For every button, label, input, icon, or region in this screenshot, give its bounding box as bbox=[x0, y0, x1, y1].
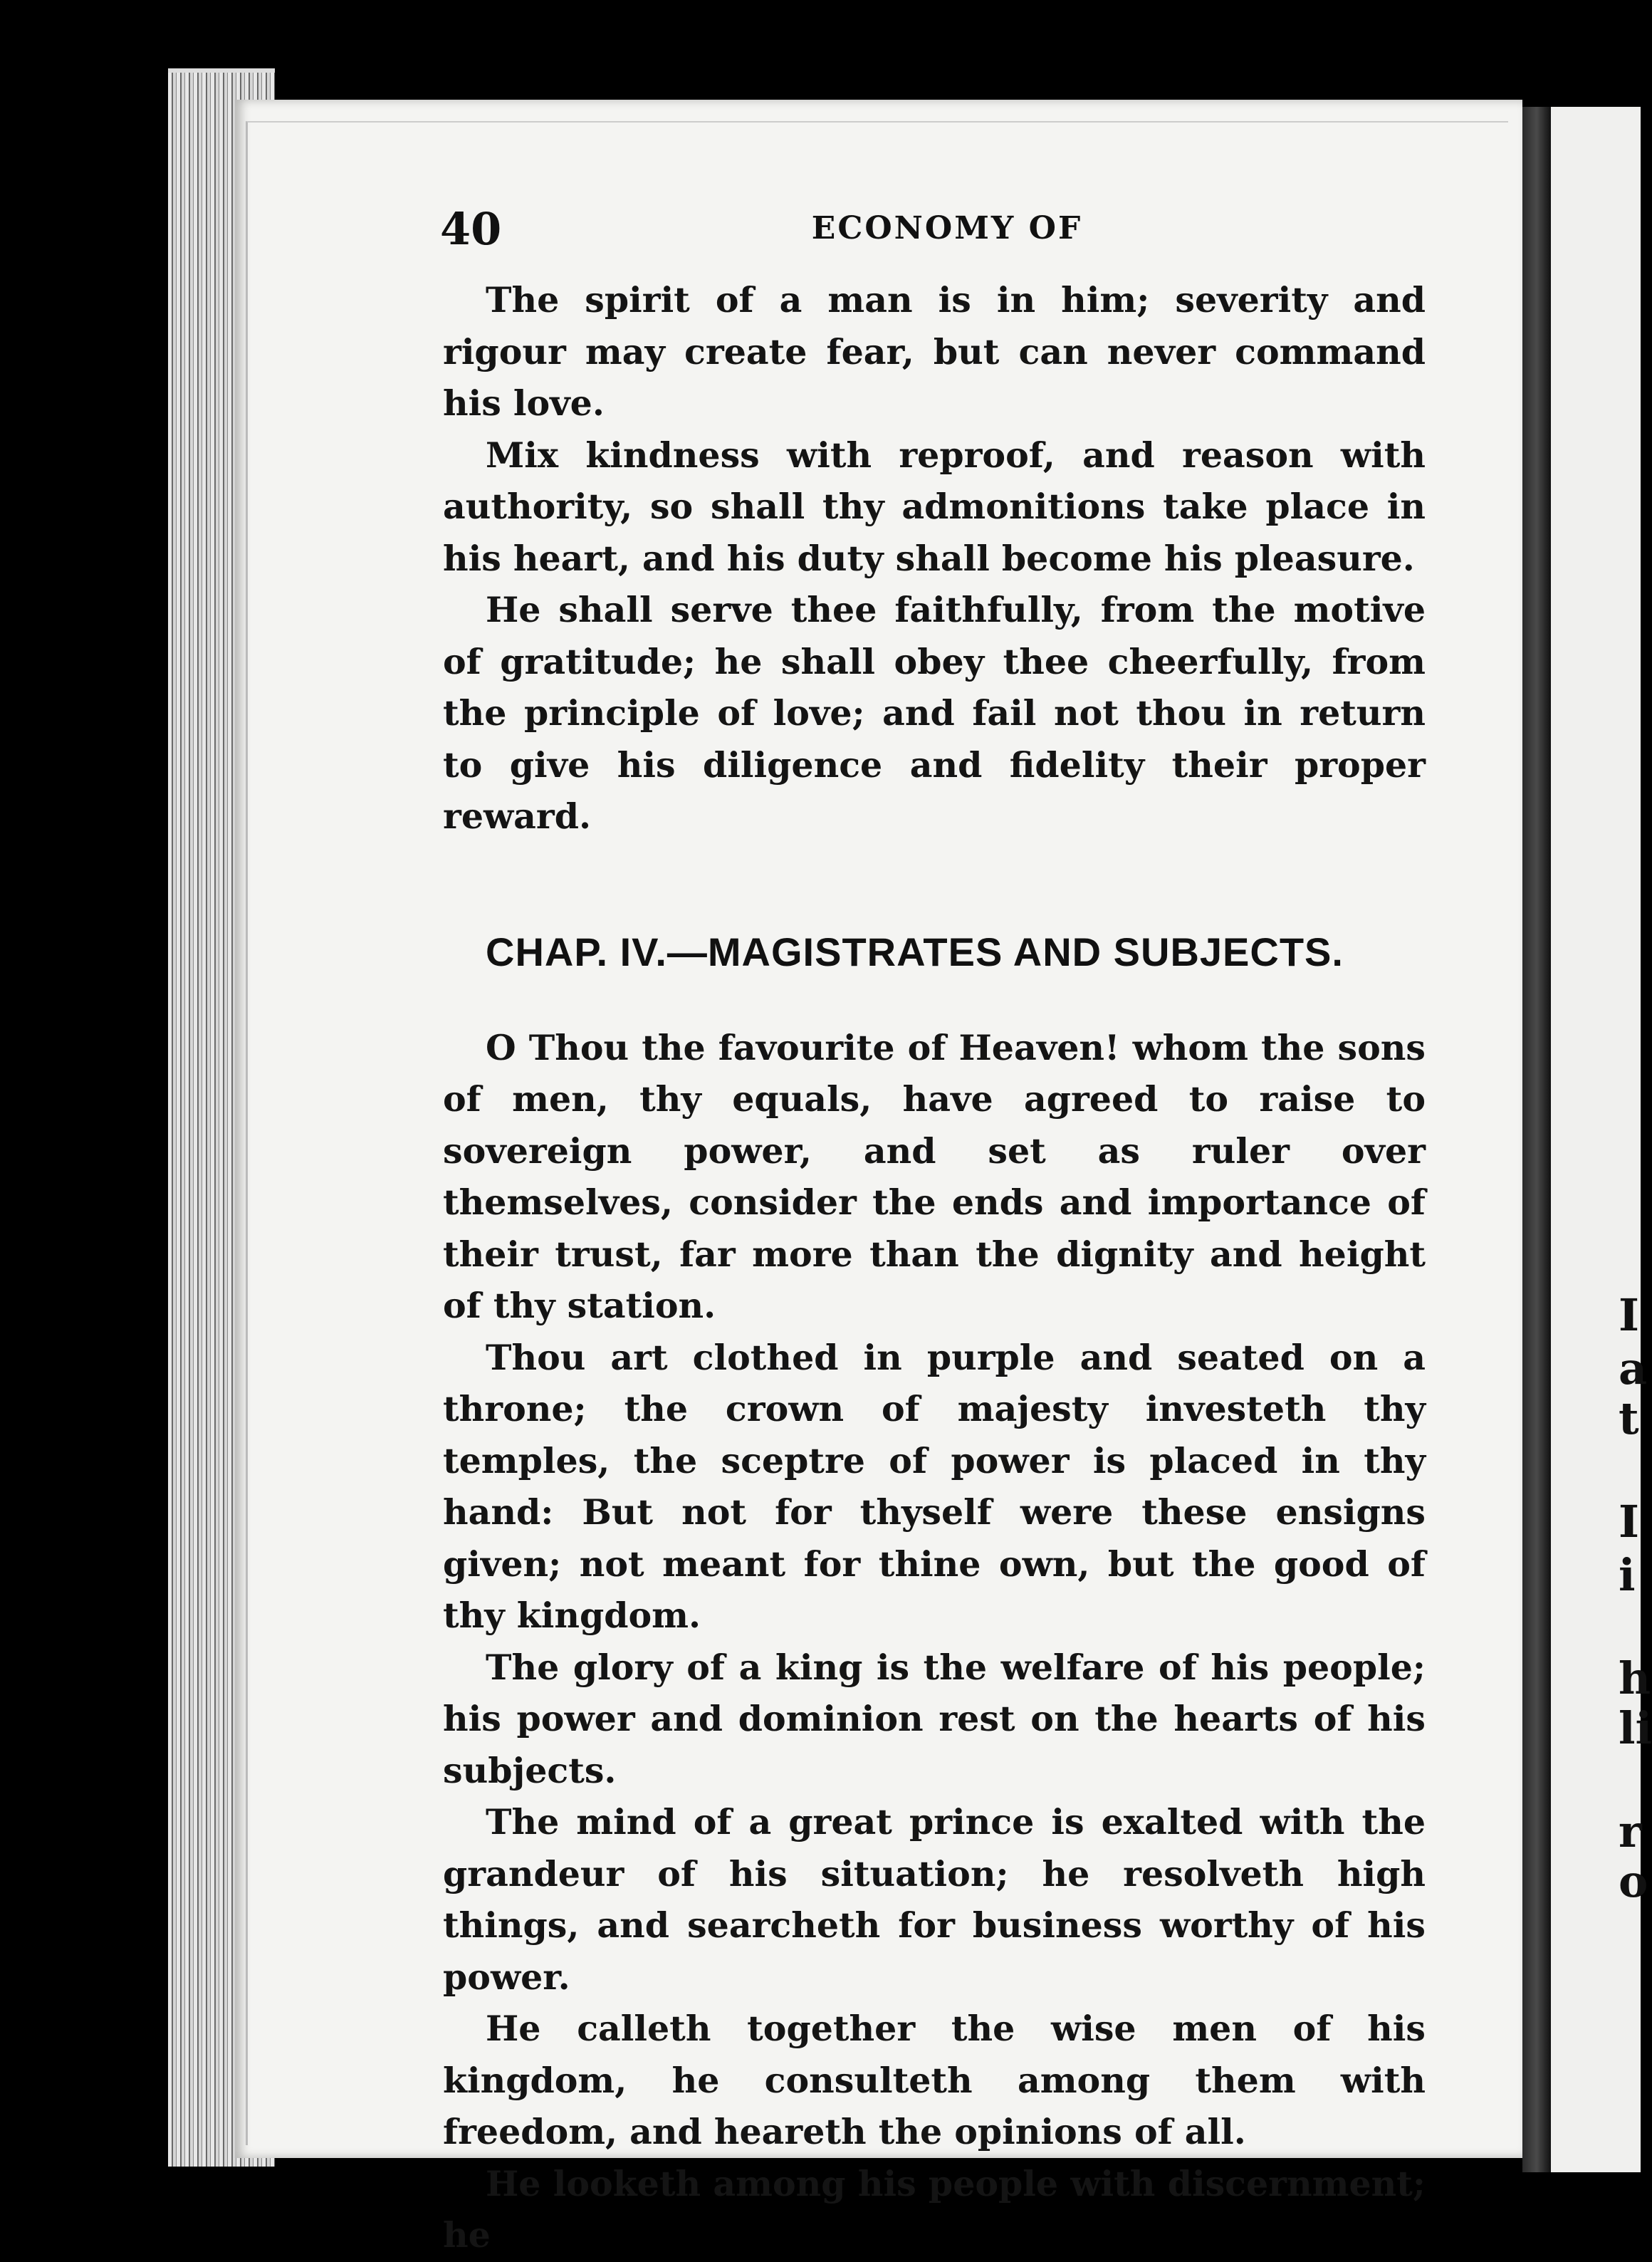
page-body bbox=[443, 274, 1426, 2261]
paragraph: The spirit of a man is in him; severity and rigour may create fear, but can never command his love. bbox=[443, 279, 1426, 424]
paragraph: He shall serve thee faithfully, from the motive of gratitude; he shall obey thee cheerfully, from the principle of love; and fail not thou in return to give his diligence and fidelity their proper reward. bbox=[443, 589, 1426, 837]
paragraph: The mind of a great prince is exalted with the grandeur of his situation; he resolveth high things, and searcheth for business worthy of his power. bbox=[443, 1801, 1426, 1998]
facing-page-fragment: a bbox=[1619, 1343, 1648, 1395]
facing-page-fragment: i bbox=[1619, 1549, 1636, 1601]
facing-page-fragment: I bbox=[1619, 1496, 1640, 1548]
book-gutter bbox=[1522, 107, 1551, 2172]
facing-page-fragment: I bbox=[1619, 1289, 1640, 1341]
facing-page-fragment: li bbox=[1619, 1702, 1652, 1754]
paragraph: Mix kindness with reproof, and reason with authority, so shall thy admonitions take place in his heart, and his duty shall become his pleasure. bbox=[443, 434, 1426, 579]
page-number: 40 bbox=[440, 203, 502, 255]
facing-page-fragment: o bbox=[1619, 1855, 1648, 1907]
facing-page-fragment: h bbox=[1619, 1652, 1651, 1704]
running-head: ECONOMY OF bbox=[811, 210, 1083, 246]
paragraph: The glory of a king is the welfare of his people; his power and dominion rest on the hearts of his subjects. bbox=[443, 1646, 1426, 1791]
chapter-heading: CHAP. IV.—MAGISTRATES AND SUBJECTS. bbox=[486, 929, 1344, 974]
facing-page-fragment: t bbox=[1619, 1392, 1639, 1444]
facing-page bbox=[1551, 107, 1652, 2172]
paragraph: He looketh among his people with discernment; he bbox=[443, 2162, 1426, 2256]
paragraph: He calleth together the wise men of his kingdom, he consulteth among them with freedom, and heareth the opinions of all. bbox=[443, 2008, 1426, 2152]
paragraph: O Thou the favourite of Heaven! whom the sons of men, thy equals, have agreed to raise to sovereign power, and set as ruler over themselves, consider the ends and importance of their trust, far more than the dignity and height of thy station. bbox=[443, 1026, 1426, 1326]
paragraph: Thou art clothed in purple and seated on a throne; the crown of majesty investeth thy temples, the sceptre of power is placed in thy hand: But not for thyself were these ensigns given; not meant for thine own, but the good of thy kingdom. bbox=[443, 1336, 1426, 1636]
facing-page-fragment: r bbox=[1619, 1805, 1642, 1857]
